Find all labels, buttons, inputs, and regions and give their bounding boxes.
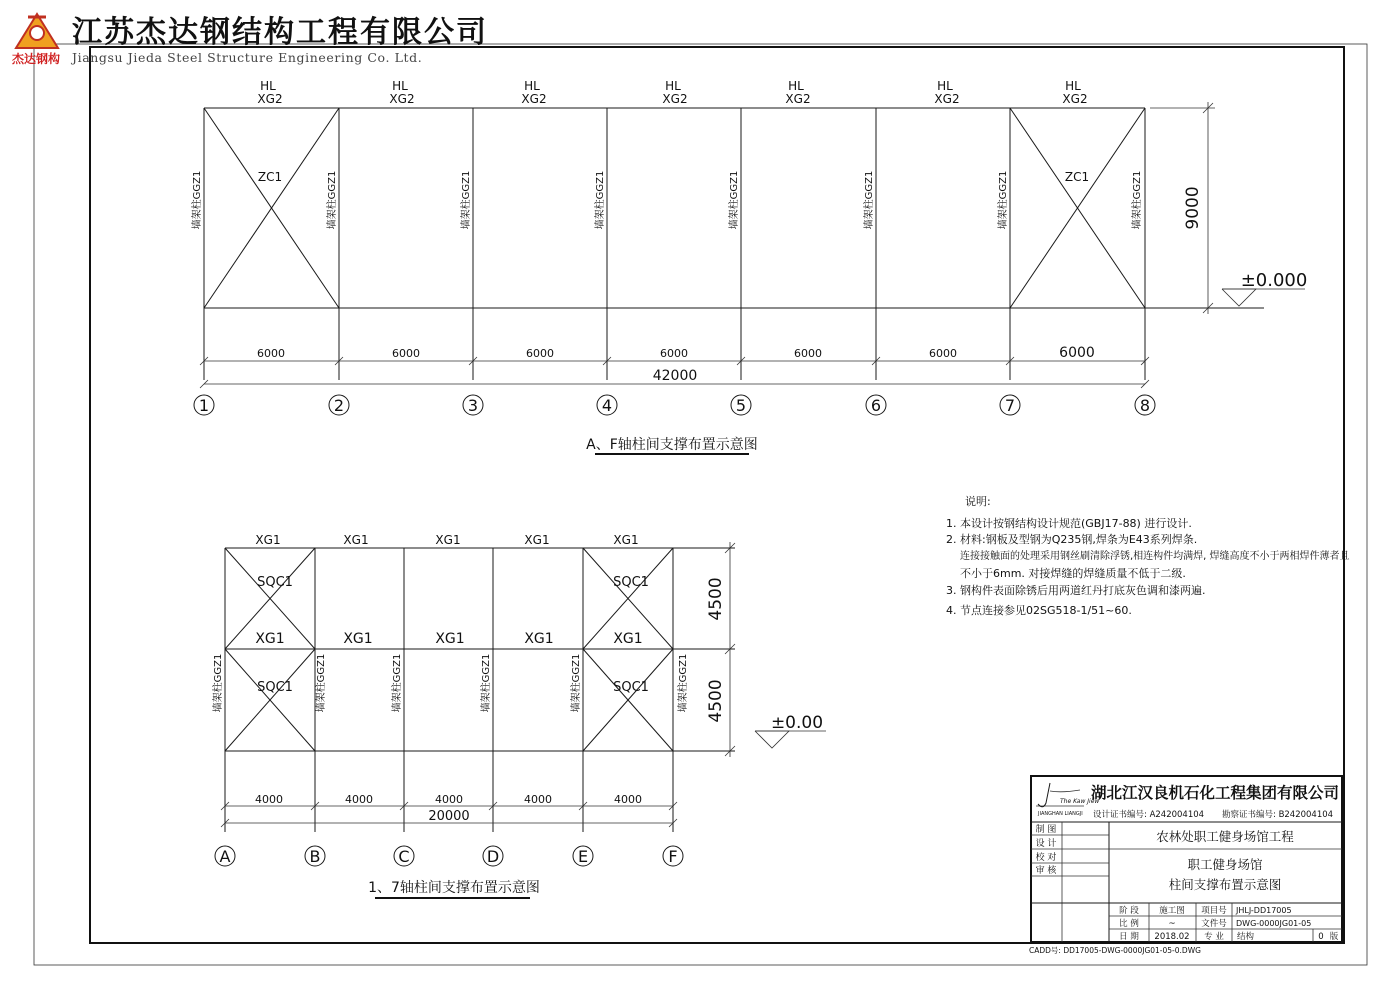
tb-role: 审 核 [1035,866,1057,876]
tb-cert-survey: 勘察证书编号: B242004104 [1222,810,1334,820]
column-label-ggz1: 墙架柱GGZ1 [678,653,689,713]
beam-label-xg2: XG2 [662,92,688,106]
bay-dim: 4000 [345,793,373,806]
tb-logo-text-1: The Kaw Jiew [1060,798,1100,805]
tb-stage-label: 阶 段 [1119,906,1139,916]
note-line: 1. 本设计按钢结构设计规范(GBJ17-88) 进行设计. [946,517,1192,530]
axis-label: 3 [467,396,479,415]
note-line: 2. 材料:钢板及型钢为Q235钢,焊条为E43系列焊条. [946,533,1198,546]
bottom-drawing-title: 1、7轴柱间支撑布置示意图 [368,880,540,896]
bay-dim: 6000 [1059,345,1095,361]
tb-scale-value: ~ [1168,919,1176,929]
tb-cert-design: 设计证书编号: A242004104 [1093,810,1205,820]
bay-dim: 6000 [257,347,285,360]
tb-rev-label: 版 [1329,932,1339,942]
beam-label-xg1: XG1 [255,631,285,647]
note-line: 3. 钢构件表面除锈后用两道红丹打底灰色调和漆两遍. [946,584,1206,597]
note-line: 连接接触面的处理采用钢丝刷清除浮锈,相连构件均满焊, 焊缝高度不小于两相焊件薄者且 [960,551,1350,562]
column-label-ggz1: 墙架柱GGZ1 [729,170,740,230]
total-dim: 20000 [428,809,470,824]
notes [946,495,1350,617]
bay-dim: 4000 [614,793,642,806]
elevation-label: ±0.00 [770,713,824,733]
top-elevation [204,102,1305,384]
bay-dim: 6000 [526,347,554,360]
beam-label-hl: HL [1065,79,1081,93]
bay-dim: 6000 [660,347,688,360]
note-line: 4. 节点连接参见02SG518-1/51~60. [946,604,1132,617]
beam-label-xg2: XG2 [785,92,811,106]
column-label-ggz1: 墙架柱GGZ1 [461,170,472,230]
tb-file-label: 文件号 [1201,919,1227,929]
column-label-ggz1: 墙架柱GGZ1 [316,653,327,713]
top-axis-markers [194,395,1155,415]
tb-drawing-title-1: 职工健身场馆 [1187,857,1263,872]
axis-label: 1 [198,396,210,415]
beam-label-hl: HL [524,79,540,93]
tb-scale-label: 比 例 [1119,919,1139,929]
height-dim: 4500 [706,577,726,621]
axis-label: D [486,847,500,866]
company-name-en: Jiangsu Jieda Steel Structure Engineering Co. Ltd. [72,50,423,65]
top-bay-dims [257,345,1095,384]
beam-label-hl: HL [260,79,276,93]
company-logo [12,14,60,66]
column-label-ggz1: 墙架柱GGZ1 [481,653,492,713]
tb-project: 农林处职工健身场馆工程 [1156,829,1294,844]
note-line: 不小于6mm. 对接焊缝的焊缝质量不低于二级. [960,567,1186,580]
brace-label-sqc1: SQC1 [257,680,293,695]
tb-stage-value: 施工图 [1159,906,1185,916]
axis-label: C [398,847,410,866]
bay-dim: 4000 [435,793,463,806]
axis-label: E [577,847,589,866]
axis-label: B [309,847,321,866]
tb-date-label: 日 期 [1119,932,1139,942]
beam-label-xg1: XG1 [435,631,465,647]
bay-dim: 6000 [794,347,822,360]
column-label-ggz1: 墙架柱GGZ1 [327,170,338,230]
total-dim: 42000 [652,368,698,384]
beam-label-xg1: XG1 [435,533,461,547]
beam-label-xg1: XG1 [524,631,554,647]
tb-proj-no-label: 项目号 [1201,906,1227,916]
tb-discipline-value: 结构 [1237,932,1255,942]
tb-company: 湖北江汉良机石化工程集团有限公司 [1090,784,1340,802]
beam-label-xg1: XG1 [343,533,369,547]
axis-label: 7 [1004,396,1016,415]
beam-label-xg1: XG1 [524,533,550,547]
height-dim: 9000 [1183,186,1203,230]
axis-label: 2 [333,396,345,415]
tb-role: 制 图 [1035,825,1057,835]
column-label-ggz1: 墙架柱GGZ1 [392,653,403,713]
column-label-ggz1: 墙架柱GGZ1 [1132,170,1143,230]
beam-label-hl: HL [937,79,953,93]
bay-dim: 4000 [524,793,552,806]
logo-text: 杰达钢构 [12,52,61,66]
bay-dim: 4000 [255,793,283,806]
axis-label: A [219,847,231,866]
notes-heading: 说明: [965,495,991,508]
beam-label-xg1: XG1 [613,631,643,647]
beam-label-hl: HL [788,79,804,93]
beam-label-hl: HL [392,79,408,93]
tb-logo-text-2: JIANGHAN LIANGJI [1038,811,1083,817]
tb-role: 校 对 [1035,853,1057,863]
column-label-ggz1: 墙架柱GGZ1 [192,170,203,230]
company-name-cn: 江苏杰达钢结构工程有限公司 [72,15,488,50]
brace-label-zc1: ZC1 [257,170,283,184]
bay-dim: 6000 [392,347,420,360]
axis-label: 8 [1139,396,1151,415]
axis-label: 4 [601,396,613,415]
beam-label-xg2: XG2 [389,92,415,106]
tb-file-value: DWG-0000JG01-05 [1236,919,1312,928]
tb-proj-no-value: JHLJ-DD17005 [1236,906,1292,915]
axis-label: 6 [870,396,882,415]
beam-label-hl: HL [665,79,681,93]
column-label-ggz1: 墙架柱GGZ1 [571,653,582,713]
beam-label-xg2: XG2 [1062,92,1088,106]
beam-label-xg2: XG2 [521,92,547,106]
top-beam-labels [257,79,1087,106]
beam-label-xg2: XG2 [934,92,960,106]
brace-label-zc1: ZC1 [1064,170,1090,184]
tb-drawing-title-2: 柱间支撑布置示意图 [1168,877,1282,892]
tb-rev-value: 0 [1318,932,1324,942]
outer-border [34,44,1367,965]
axis-label: F [668,847,678,866]
cadd-number: CADD号: DD17005-DWG-0000JG01-05-0.DWG [1029,946,1201,955]
column-label-ggz1: 墙架柱GGZ1 [595,170,606,230]
tb-date-value: 2018.02 [1154,932,1190,942]
brace-label-sqc1: SQC1 [613,575,649,590]
tb-role: 设 计 [1035,839,1057,849]
tb-discipline-label: 专 业 [1204,932,1224,942]
column-label-ggz1: 墙架柱GGZ1 [213,653,224,713]
beam-label-xg1: XG1 [613,533,639,547]
column-label-ggz1: 墙架柱GGZ1 [998,170,1009,230]
top-column-labels [190,171,1143,230]
axis-label: 5 [735,396,747,415]
height-dim: 4500 [706,679,726,723]
brace-label-sqc1: SQC1 [257,575,293,590]
beam-label-xg2: XG2 [257,92,283,106]
beam-label-xg1: XG1 [343,631,373,647]
elevation-label: ±0.000 [1240,270,1308,291]
bay-dim: 6000 [929,347,957,360]
brace-label-sqc1: SQC1 [613,680,649,695]
bottom-axis-markers [215,846,683,866]
beam-label-xg1: XG1 [255,533,281,547]
column-label-ggz1: 墙架柱GGZ1 [864,170,875,230]
top-drawing-title: A、F轴柱间支撑布置示意图 [586,437,758,453]
